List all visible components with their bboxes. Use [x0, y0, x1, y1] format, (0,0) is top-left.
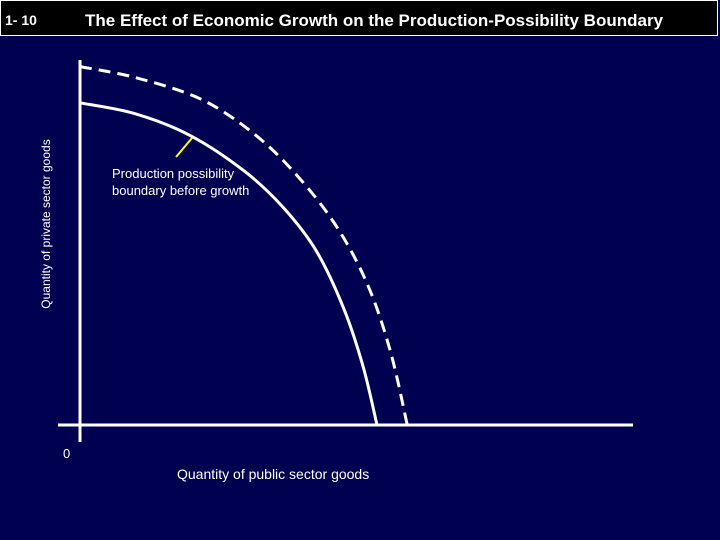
slide-title: The Effect of Economic Growth on the Production-Possibility Boundary [85, 11, 664, 30]
slide-number: 1- 10 [5, 12, 37, 28]
annotation-pointer [176, 138, 192, 157]
y-axis-label: Quantity of private sector goods [39, 139, 53, 309]
annotation-line-2: boundary before growth [112, 183, 250, 198]
origin-label: 0 [63, 446, 71, 461]
annotation-line-1: Production possibility [112, 166, 235, 181]
ppb-before-growth-curve [80, 103, 377, 425]
x-axis-label: Quantity of public sector goods [177, 466, 370, 482]
curve-annotation [112, 165, 249, 199]
ppb-after-growth-curve [80, 67, 407, 425]
